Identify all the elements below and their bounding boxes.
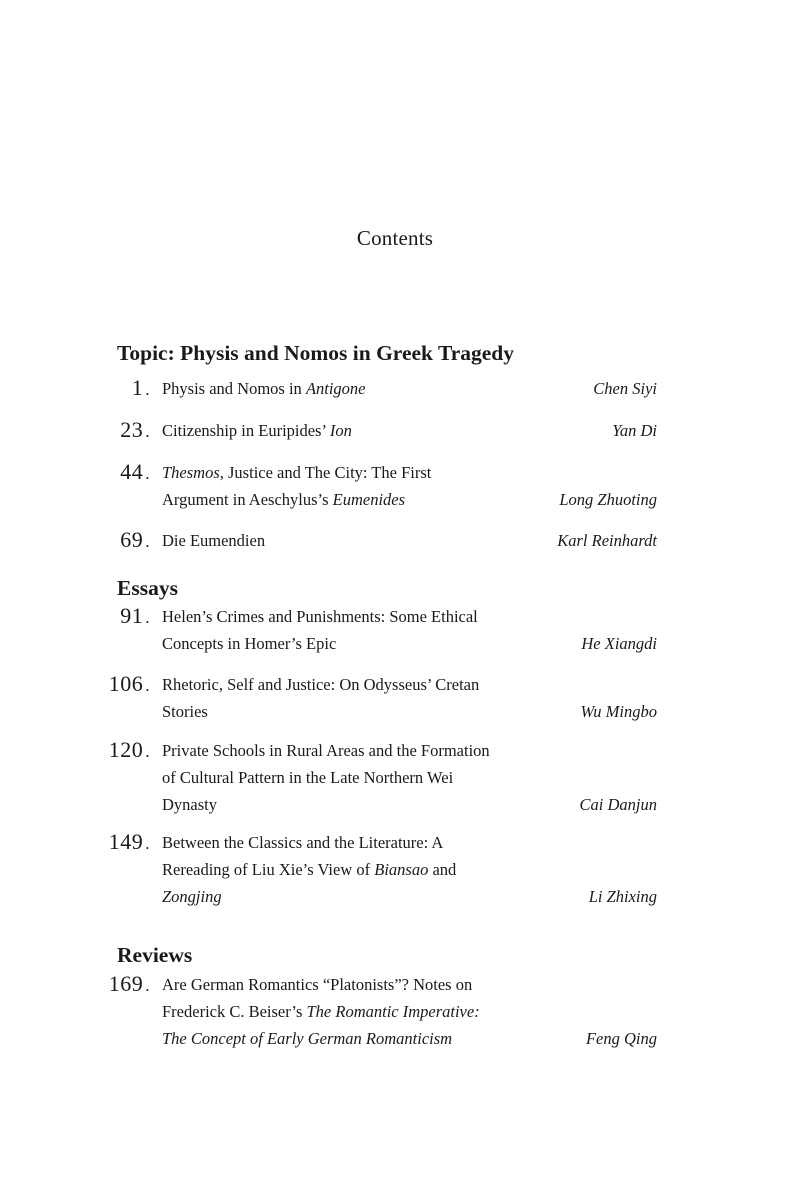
entry-title	[162, 603, 562, 657]
entry-title-line	[162, 698, 562, 725]
page-number: 91 .	[120, 603, 150, 628]
page-number: 120 .	[108, 737, 150, 762]
entry-author: Chen Siyi	[593, 379, 657, 398]
entry-title-line	[162, 998, 562, 1025]
entry-title-line	[162, 764, 562, 791]
entry-title	[162, 737, 562, 818]
entry-author: Li Zhixing	[588, 887, 657, 906]
entry-title-line	[162, 527, 562, 554]
entry-title-segment: Between the Classics and the Literature: A	[162, 833, 444, 852]
entry-title-segment: Citizenship in Euripides’	[162, 421, 330, 440]
page-title: Contents	[356, 226, 434, 250]
entry-author: Feng Qing	[585, 1029, 657, 1048]
entry-title-segment: Frederick C. Beiser’s	[162, 1002, 307, 1021]
entry-author: Karl Reinhardt	[557, 531, 657, 550]
entry-title-segment: Concepts in Homer’s Epic	[162, 634, 337, 653]
entry-title-segment: Ion	[329, 421, 352, 440]
entry-title	[162, 971, 562, 1052]
page-number: 169 .	[108, 971, 150, 996]
entry-title-line	[162, 829, 562, 856]
entry-title-segment: Rereading of Liu Xie’s View of	[162, 860, 375, 879]
entry-title-line	[162, 1025, 562, 1052]
entry-title	[162, 375, 562, 402]
entry-title-segment: Stories	[162, 702, 208, 721]
entry-title-segment: Private Schools in Rural Areas and the Formation	[162, 741, 490, 760]
entry-title-segment: Zongjing	[162, 887, 222, 906]
page-number: 149 .	[108, 829, 150, 854]
page-number: 1 .	[131, 375, 150, 400]
entry-title	[162, 417, 562, 444]
page-number: 69 .	[120, 527, 150, 552]
entry-title-segment: Biansao	[374, 860, 429, 879]
entry-title-line	[162, 630, 562, 657]
entry-title-segment: Dynasty	[162, 795, 217, 814]
entry-title-line	[162, 417, 562, 444]
entry-title-segment: Die Eumendien	[162, 531, 266, 550]
entry-title-line	[162, 459, 562, 486]
entry-title-segment: Physis and Nomos in	[162, 379, 306, 398]
entry-title	[162, 829, 562, 910]
entry-title-segment: of Cultural Pattern in the Late Northern Wei	[162, 768, 454, 787]
entry-title-line	[162, 856, 562, 883]
entry-title-segment: Rhetoric, Self and Justice: On Odysseus’ Cretan	[162, 675, 480, 694]
entry-title	[162, 527, 562, 554]
entry-title-line	[162, 883, 562, 910]
entry-title-line	[162, 375, 562, 402]
entry-title-segment: Helen’s Crimes and Punishments: Some Ethical	[162, 607, 478, 626]
entry-title-segment: Thesmos	[162, 463, 220, 482]
page-number: 44 .	[120, 459, 150, 484]
entry-author: Yan Di	[612, 421, 657, 440]
page-number: 23 .	[120, 417, 150, 442]
entry-title	[162, 671, 562, 725]
entry-title-segment: and	[428, 860, 457, 879]
entry-title-line	[162, 486, 562, 513]
section-heading: Topic: Physis and Nomos in Greek Tragedy	[117, 341, 515, 365]
entry-title-line	[162, 737, 562, 764]
entry-title-line	[162, 791, 562, 818]
entry-title-line	[162, 671, 562, 698]
entry-title-line	[162, 603, 562, 630]
entry-author: He Xiangdi	[581, 634, 657, 653]
entry-author: Long Zhuoting	[559, 490, 657, 509]
entry-title-segment: The Concept of Early German Romanticism	[162, 1029, 453, 1048]
entry-title-segment: Antigone	[305, 379, 366, 398]
section-heading: Essays	[117, 576, 178, 600]
entry-author: Cai Danjun	[579, 795, 657, 814]
entry-title-segment: The Romantic Imperative:	[306, 1002, 480, 1021]
entry-title-segment: Are German Romantics “Platonists”? Notes on	[162, 975, 473, 994]
entry-author: Wu Mingbo	[580, 702, 657, 721]
entry-title	[162, 459, 562, 513]
section-heading: Reviews	[117, 943, 193, 967]
page-number: 106 .	[108, 671, 150, 696]
entry-title-line	[162, 971, 562, 998]
entry-title-segment: Eumenides	[332, 490, 406, 509]
entry-title-segment: Argument in Aeschylus’s	[162, 490, 333, 509]
entry-title-segment: , Justice and The City: The First	[219, 463, 432, 482]
